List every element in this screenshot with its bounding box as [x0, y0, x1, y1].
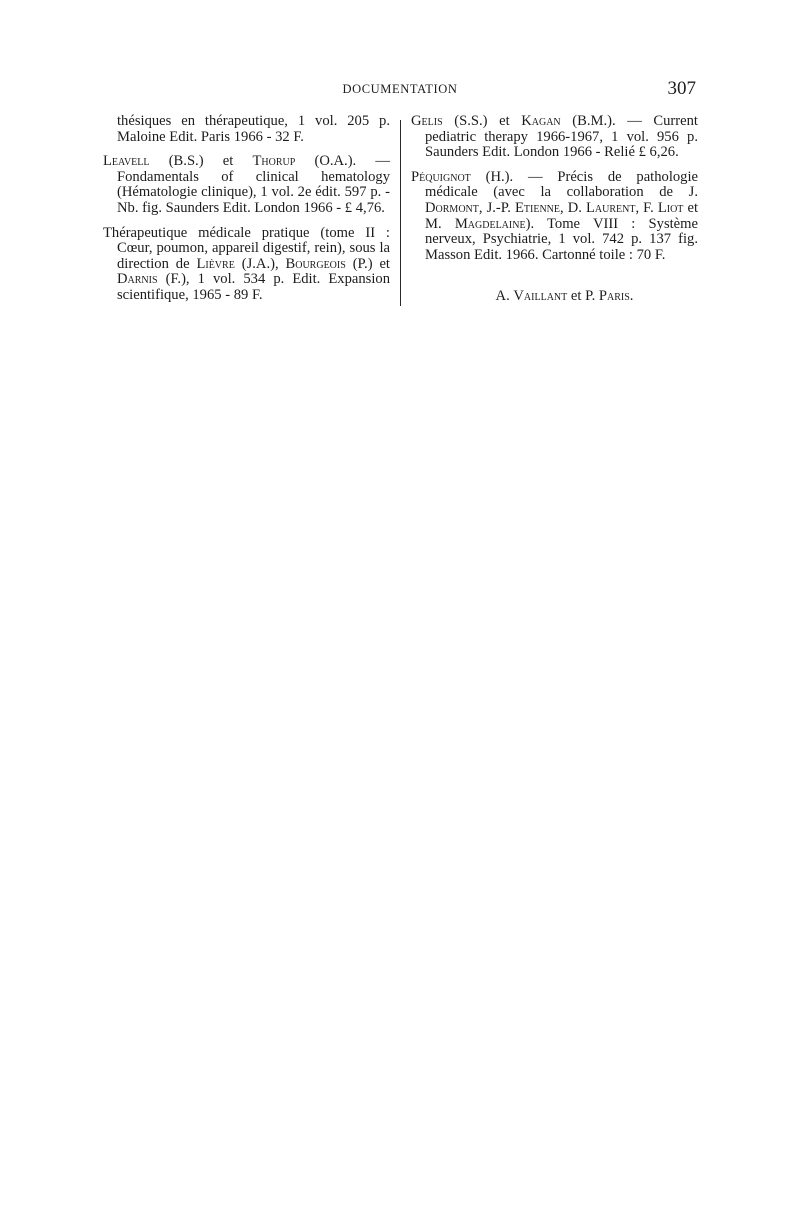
entry-text: (J.A.), — [234, 255, 286, 272]
bibliography-entry-leavell — [103, 154, 390, 216]
entry-text: , D. — [560, 199, 586, 216]
author-name: Péquignot — [411, 168, 471, 185]
author-name: Gelis — [411, 113, 443, 129]
left-column — [103, 114, 390, 313]
signature-text: et P. — [567, 288, 599, 305]
author-name: Thorup — [252, 153, 296, 170]
author-name: Laurent — [585, 199, 636, 216]
author-name: Dormont — [425, 199, 479, 216]
entry-text: ). Tome VIII : Système nerveux, Psychiatrie, 1 vol. 742 p. 137 fig. Masson Edit. 1966. Cartonné toile : 70 F. — [425, 215, 698, 263]
entry-text: (O.A.). — Fondamentals of clinical hematology (Hématologie clinique), 1 vol. 2e édit. 597 p. - Nb. fig. Saunders Edit. London 1966 - £ 4,76. — [117, 153, 390, 216]
bibliography-entry-pequignot — [411, 170, 698, 264]
entry-text: (P.) et — [345, 255, 390, 272]
bibliography-entry-therapeutique — [103, 226, 390, 304]
page-number: 307 — [667, 78, 696, 99]
signature-name: Vaillant — [513, 288, 568, 305]
author-name: Leavell — [103, 153, 150, 170]
entry-text: (S.S.) et — [442, 113, 522, 129]
entry-text: (F.), 1 vol. 534 p. Edit. Expansion scientifique, 1965 - 89 F. — [117, 271, 390, 303]
bibliography-entry-gelis — [411, 114, 698, 161]
author-name: Darnis — [117, 271, 158, 288]
author-name: Magdelaine — [454, 215, 526, 232]
entry-text: (B.S.) et — [149, 153, 253, 170]
author-name: Kagan — [521, 113, 561, 129]
signature-text: . — [629, 288, 634, 305]
signature-text: A. — [495, 288, 514, 305]
author-name: Etienne — [515, 199, 561, 216]
bibliography-entry-continued: thésiques en thérapeutique, 1 vol. 205 p. Maloine Edit. Paris 1966 - 32 F. — [117, 113, 390, 145]
right-column — [411, 114, 698, 320]
entry-text: (B.M.). — Current pediatric therapy 1966-1967, 1 vol. 956 p. Saunders Edit. London 1966 - Relié £ 6,26. — [425, 113, 698, 161]
author-name: Bourgeois — [285, 255, 346, 272]
column-divider — [400, 120, 401, 306]
section-title: DOCUMENTATION — [342, 82, 458, 96]
author-signature — [411, 289, 698, 305]
author-name: Liot — [657, 199, 684, 216]
entry-text: et M. — [425, 199, 699, 232]
entry-text: , F. — [635, 199, 658, 216]
entry-text: (H.). — Précis de pathologie médicale (avec la collaboration de J. — [425, 168, 698, 201]
entry-text: Thérapeutique médicale pratique (tome II : Cœur, poumon, appareil digestif, rein), sous la direction de — [103, 224, 390, 272]
signature-name: Paris — [598, 288, 630, 305]
entry-text: , J.-P. — [478, 199, 515, 216]
running-head — [100, 80, 700, 102]
author-name: Lièvre — [196, 255, 235, 272]
